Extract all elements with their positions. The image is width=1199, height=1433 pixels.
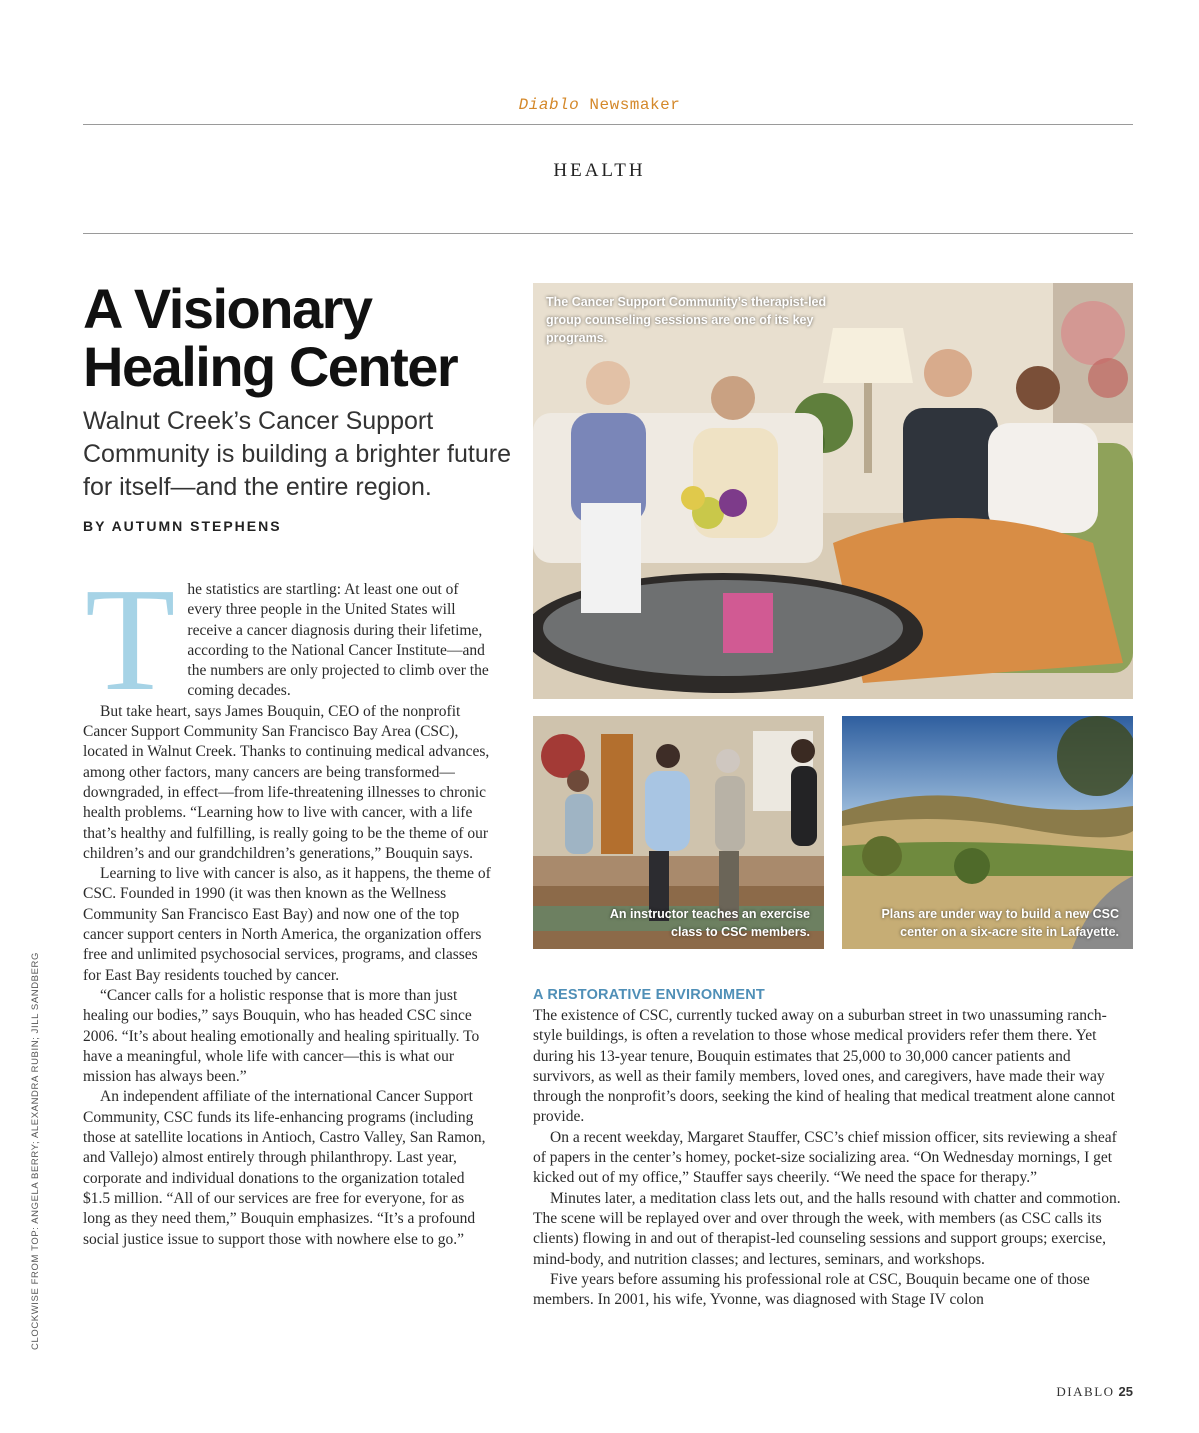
page-folio xyxy=(1056,1384,1133,1400)
article-column-left xyxy=(83,558,493,1250)
paragraph: “Cancer calls for a holistic response that is more than just healing our bodies,” says Bouquin, who has headed CSC since 2006. “It’s about healing emotionally and healing spiritually. To have a meaningful, whole life with cancer—this is what our mission has always been.” xyxy=(83,986,480,1086)
section-divider xyxy=(83,233,1133,234)
dek: Walnut Creek’s Cancer Support Community is building a brighter future for itself—and the entire region. xyxy=(83,407,511,501)
section-subhead: A RESTORATIVE ENVIRONMENT xyxy=(533,987,765,1003)
article-column-right xyxy=(533,1006,1133,1310)
kicker-magazine: Diablo xyxy=(518,96,580,114)
paragraph: Minutes later, a meditation class lets out, and the halls resound with chatter and commotion. The scene will be replayed over and over through the week, with members (as CSC calls its clients) flowing in and out of therapist-led counseling sessions and support groups; exercise, mind-body, and nutrition classes; and lectures, seminars, and workshops. xyxy=(533,1189,1121,1268)
paragraph: Five years before assuming his professional role at CSC, Bouquin became one of those members. In 2001, his wife, Yvonne, was diagnosed with Stage IV colon xyxy=(533,1270,1090,1309)
site-photo-caption: Plans are under way to build a new CSC center on a six-acre site in Lafayette. xyxy=(881,907,1119,939)
counseling-photo-caption: The Cancer Support Community’s therapist-led group counseling sessions are one of its key programs. xyxy=(546,295,827,345)
headline-line-1: A Visionary xyxy=(83,277,372,340)
photo-credit: CLOCKWISE FROM TOP: ANGELA BERRY; ALEXANDRA RUBIN; JILL SANDBERG xyxy=(30,951,41,1350)
section-kicker xyxy=(0,96,1199,114)
counseling-session-photo xyxy=(533,283,1133,699)
top-divider xyxy=(83,124,1133,125)
kicker-section: Newsmaker xyxy=(589,96,681,114)
paragraph: he statistics are startling: At least one out of every three people in the United States will receive a cancer diagnosis during their lifetime, according to the National Cancer Institute—and the numbers are only projected to climb over the coming decades. xyxy=(187,581,489,700)
paragraph: An independent affiliate of the international Cancer Support Community, CSC funds its life-enhancing programs (including those at satellite locations in Antioch, Castro Valley, San Ramon, and Vallejo) almost entirely through philanthropy. Last year, corporate and individual donations to the organization totaled $1.5 million. “All of our services are free for everyone, for as long as they need them,” Bouquin emphasizes. “It’s a profound social justice issue to support those with nowhere else to go.” xyxy=(83,1088,486,1248)
byline: BY AUTUMN STEPHENS xyxy=(83,518,282,534)
paragraph: On a recent weekday, Margaret Stauffer, CSC’s chief mission officer, sits reviewing a sheaf of papers in the center’s homey, pocket-size socializing area. “On Wednesday mornings, I get kicked out of my office,” Stauffer says cheerily. “We need the space for therapy.” xyxy=(533,1128,1117,1187)
headline xyxy=(83,277,513,398)
lafayette-site-photo xyxy=(842,716,1133,949)
section-label: HEALTH xyxy=(553,160,646,181)
exercise-class-photo xyxy=(533,716,824,949)
exercise-photo-caption: An instructor teaches an exercise class to CSC members. xyxy=(609,907,810,939)
paragraph: But take heart, says James Bouquin, CEO of the nonprofit Cancer Support Community San Francisco Bay Area (CSC), located in Walnut Creek. Thanks to continuing medical advances, among other factors, many cancers are being transformed—downgraded, in effect—from life-threatening illnesses to chronic health problems. “Learning how to live with cancer, with a life that’s healthy and fulfilling, is really going to be the theme of our children’s and our grandchildren’s generations,” Bouquin says. xyxy=(83,702,490,862)
paragraph: The existence of CSC, currently tucked away on a suburban street in two unassuming ranch-style buildings, is often a revelation to those whose medical providers refer them there. Yet during his 13-year tenure, Bouquin estimates that 25,000 to 30,000 cancer patients and survivors, as well as their family members, loved ones, and caregivers, have made their way through the nonprofit’s doors, seeking the kind of healing that medical treatment alone cannot provide. xyxy=(533,1007,1115,1126)
page-number: 25 xyxy=(1118,1384,1133,1399)
drop-cap: T xyxy=(85,558,176,722)
folio-magazine: DIABLO xyxy=(1056,1384,1115,1399)
paragraph: Learning to live with cancer is also, as it happens, the theme of CSC. Founded in 1990 (it was then known as the Wellness Community San Francisco East Bay) and now one of the top cancer support centers in North America, the organization offers free and unlimited psychosocial services, programs, and classes for East Bay residents touched by cancer. xyxy=(83,865,491,984)
headline-line-2: Healing Center xyxy=(83,335,458,398)
